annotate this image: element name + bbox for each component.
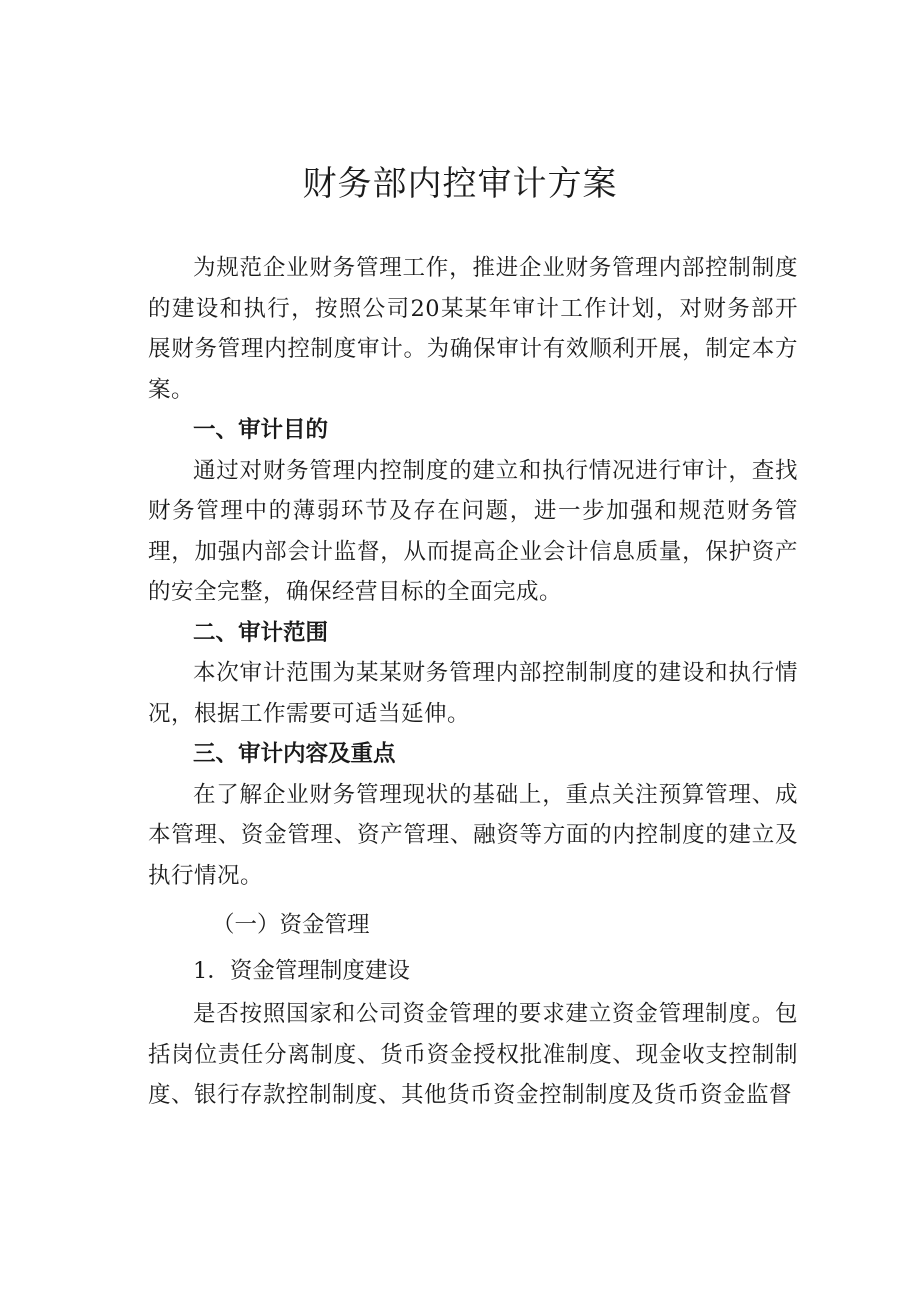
subsection-fund-system: 1．资金管理制度建设 (193, 958, 410, 984)
section-body-content: 在了解企业财务管理现状的基础上，重点关注预算管理、成本管理、资金管理、资产管理、融资等方面的内控制度的建立及执行情况。 (148, 781, 798, 889)
fund-system-paragraph: 是否按照国家和公司资金管理的要求建立资金管理制度。包括岗位责任分离制度、货币资金授权批准制度、现金收支控制制度、银行存款控制制度、其他货币资金控制制度及货币资金监督 (148, 1001, 798, 1108)
subsection-fund-management: （一）资金管理 (212, 912, 370, 938)
section-heading-purpose: 一、审计目的 (193, 417, 329, 443)
section-body-purpose: 通过对财务管理内控制度的建立和执行情况进行审计，查找财务管理中的薄弱环节及存在问题，进一步加强和规范财务管理，加强内部会计监督，从而提高企业会计信息质量，保护资产的安全完整，确保经营目标的全面完成。 (148, 457, 798, 605)
intro-paragraph: 为规范企业财务管理工作，推进企业财务管理内部控制制度的建设和执行，按照公司20某某年审计工作计划，对财务部开展财务管理内控制度审计。为确保审计有效顺利开展，制定本方案。 (148, 255, 798, 403)
section-body-scope: 本次审计范围为某某财务管理内部控制制度的建设和执行情况，根据工作需要可适当延伸。 (148, 660, 798, 727)
section-heading-content: 三、审计内容及重点 (193, 741, 396, 767)
document-title: 财务部内控审计方案 (302, 164, 618, 204)
document-body (148, 248, 798, 1116)
section-heading-scope: 二、审计范围 (193, 619, 329, 646)
